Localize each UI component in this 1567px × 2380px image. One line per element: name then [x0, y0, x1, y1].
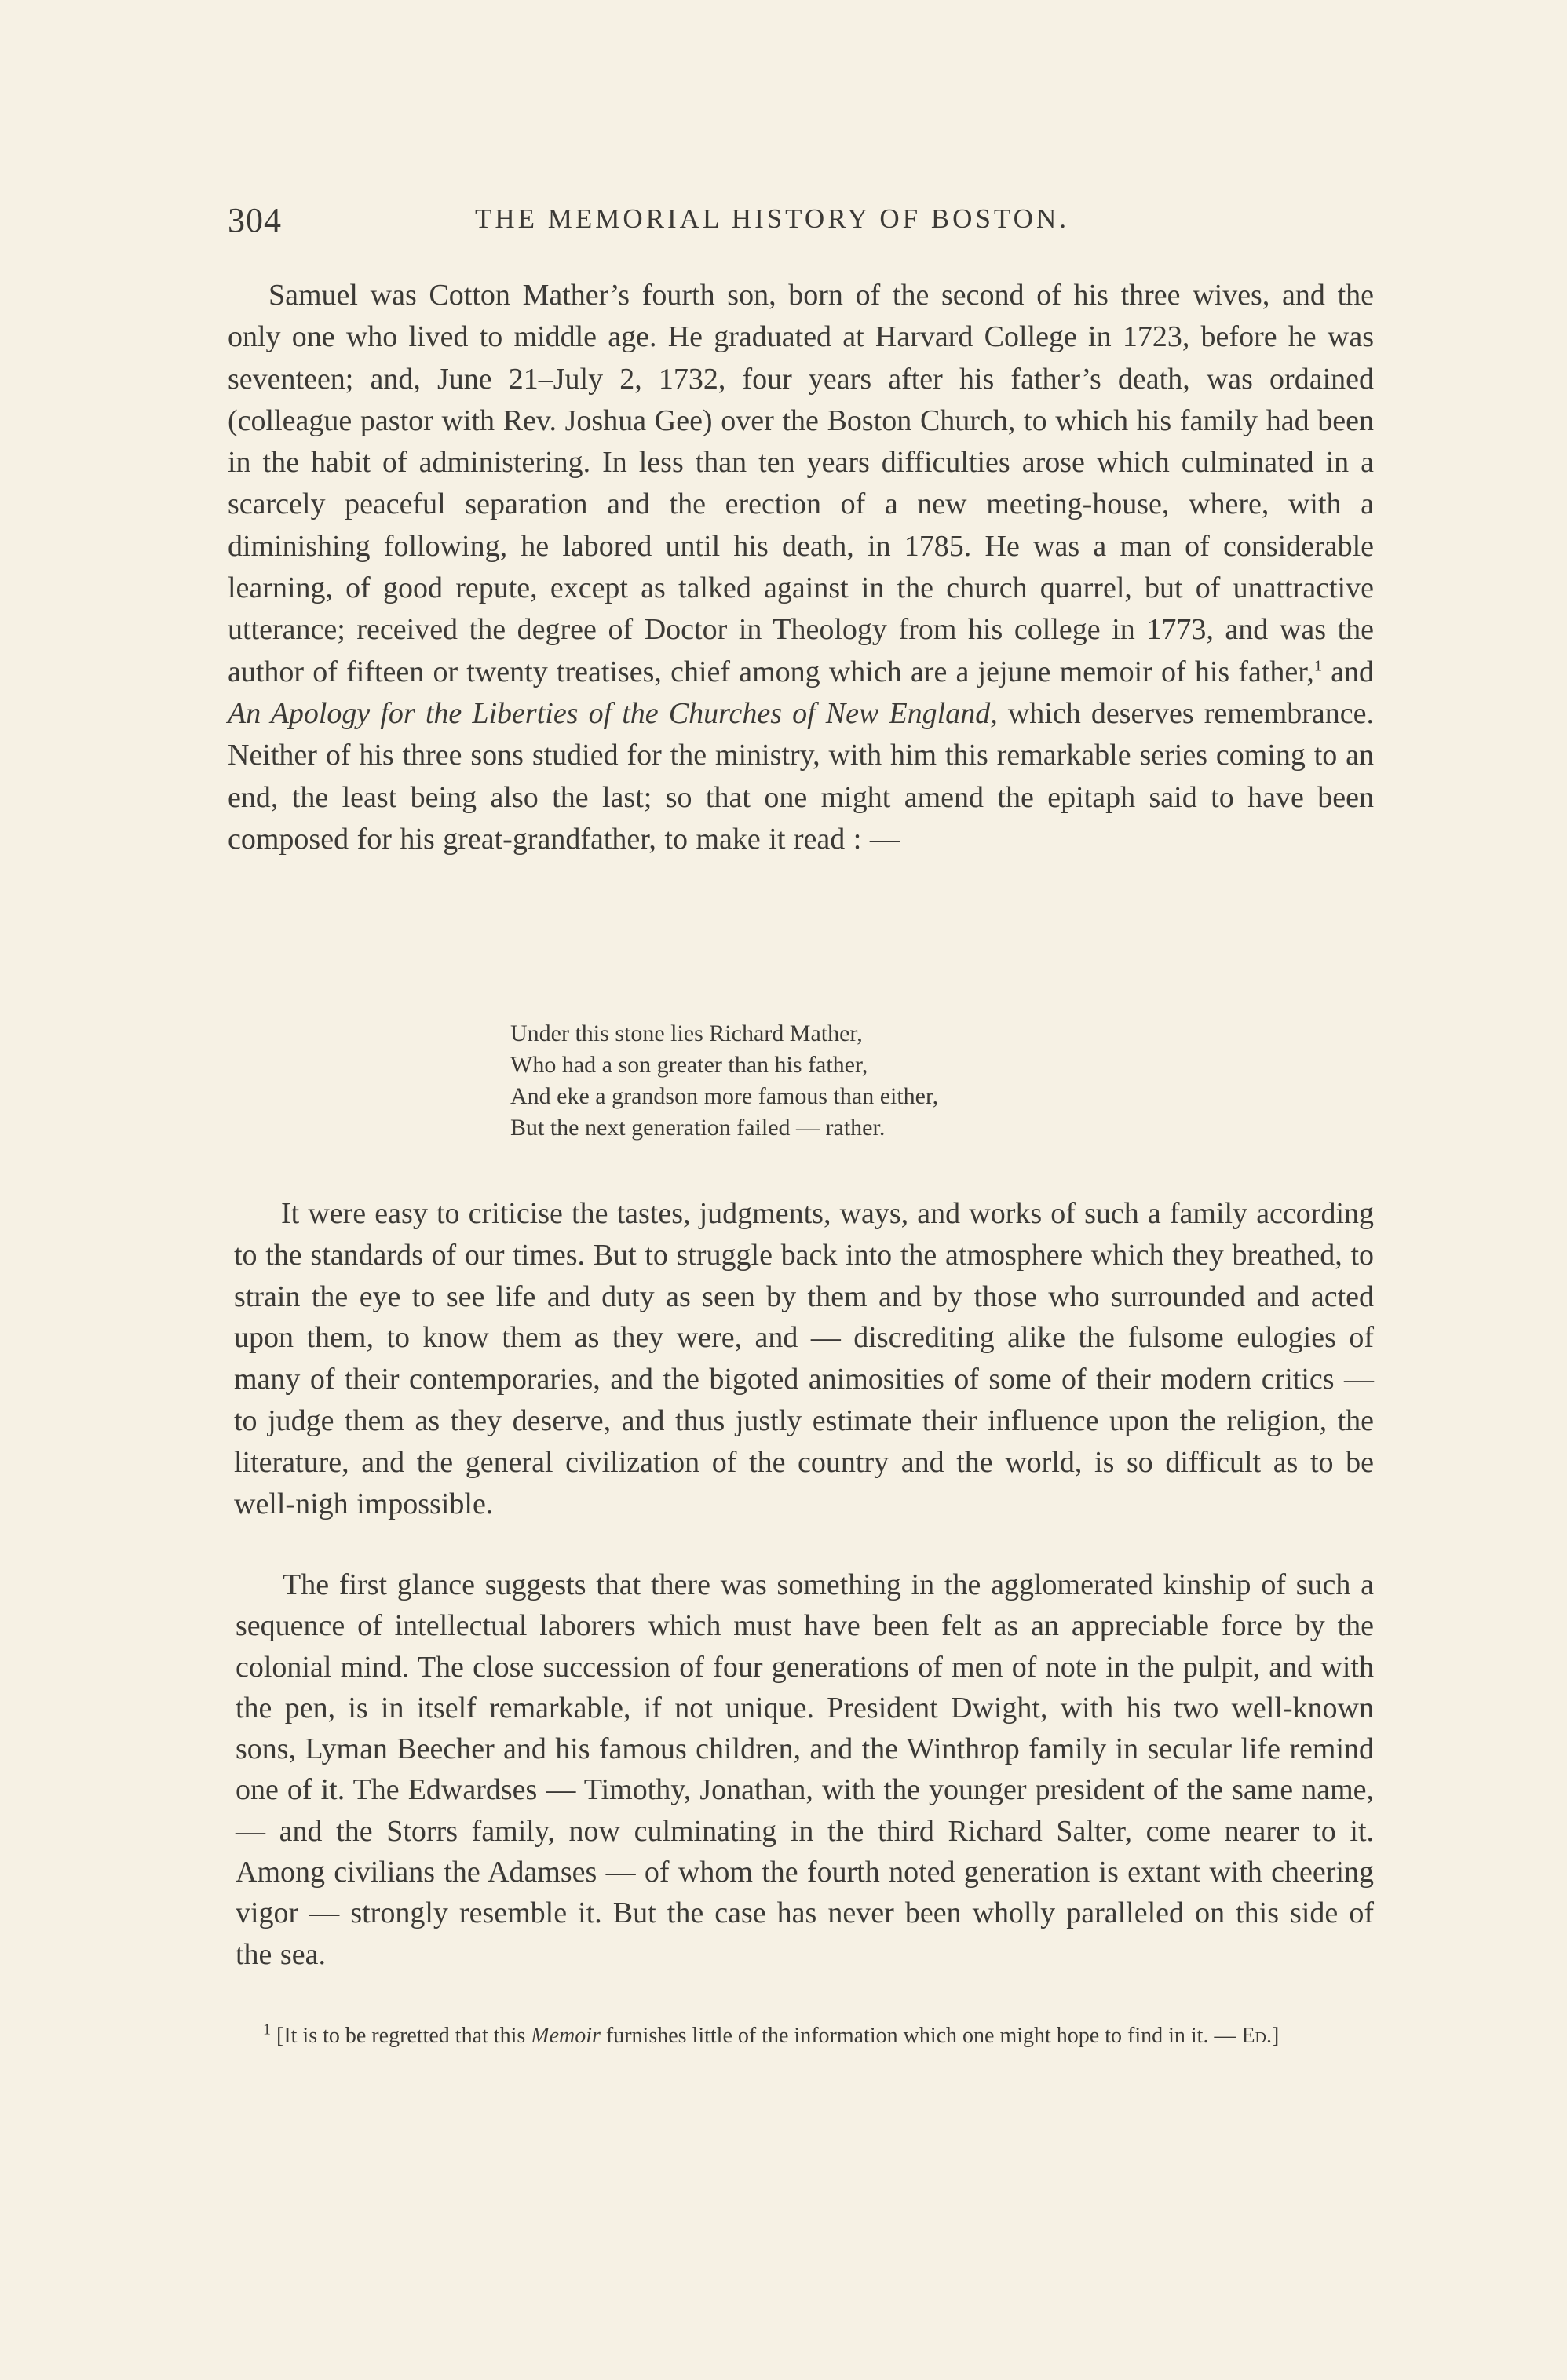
page-number: 304 — [228, 201, 282, 239]
paragraph-criticism: It were easy to criticise the tastes, judgments, ways, and works of such a family according to the standards of our times. But to struggle back into the atmosphere which they breathed, to strain the eye to see life and duty as seen by them and by those who surrounded and acted upon them, to know them as they were, and — discrediting alike the fulsome eulogies of many of their contemporaries, and the bigoted animosities of some of their modern critics — to judge them as they deserve, and thus justly estimate their influence upon the religion, the literature, and the general civilization of the country and the world, is so difficult as to be well-nigh impossible. — [234, 1197, 1374, 1520]
verse-line: Under this stone lies Richard Mather, — [510, 1020, 863, 1046]
footnote-text-b: furnishes little of the information which one might hope to find in it. — — [600, 2024, 1242, 2048]
verse-line: And eke a grandson more famous than either, — [510, 1083, 939, 1109]
footnote-italic: Memoir — [531, 2024, 601, 2048]
footnote-text-a: [It is to be regretted that this — [271, 2024, 531, 2048]
verse-line: But the next generation failed — rather. — [510, 1115, 886, 1141]
book-title-italic: An Apology for the Liberties of the Churches of New England, — [228, 696, 998, 730]
footnote-text-c: ] — [1272, 2024, 1280, 2048]
paragraph-samuel-mather — [228, 275, 1374, 860]
page-header — [228, 200, 1374, 255]
verse-line: Who had a son greater than his father, — [510, 1052, 868, 1078]
paragraph1-text-a: Samuel was Cotton Mather’s fourth son, born of the second of his three wives, and the only one who lived to middle age. He graduated at Harvard College in 1723, before he was seventeen; and, June 21–July 2, 1732, four years after his father’s death, was ordained (colleague pastor with Rev. Joshua Gee) over the Boston Church, to which his family had been in the habit of administering. In less than ten years difficulties arose which culminated in a scarcely peaceful separation and the erection of a new meeting-house, where, with a diminishing following, he labored until his death, in 1785. He was a man of considerable learning, of good repute, except as talked against in the church quarrel, but of unattractive utterance; received the degree of Doctor in Theology from his college in 1773, and was the author of fifteen or twenty treatises, chief among which are a jejune memoir of his father, — [228, 279, 1374, 688]
paragraph-generations: The first glance suggests that there was something in the agglomerated kinship of such a sequence of intellectual laborers which must have been felt as an appreciable force by the colonial mind. The close succession of four generations of men of note in the pulpit, and with the pen, is in itself remarkable, if not unique. President Dwight, with his two well-known sons, Lyman Beecher and his famous children, and the Winthrop family in secular life remind one of it. The Edwardses — Timothy, Jonathan, with the younger president of the same name, — and the Storrs family, now culminating in the third Richard Salter, come nearer to it. Among civilians the Adamses — of whom the fourth noted generation is extant with cheering vigor — strongly resemble it. But the case has never been wholly paralleled on this side of the sea. — [236, 1568, 1374, 1971]
footnote — [239, 2021, 1370, 2051]
epitaph-verse — [510, 1018, 1138, 1144]
footnote-reference: 1 — [1313, 657, 1322, 675]
footnote-mark: 1 — [263, 2020, 271, 2039]
editor-signature: Ed. — [1241, 2024, 1272, 2048]
paragraph1-text-c: which deserves remembrance. Neither of his three sons studied for the ministry, with him this remarkable series coming to an end, the least being also the last; so that one might amend the epitaph said to have been composed for his great-grandfather, to make it read : — — [228, 696, 1375, 856]
running-head: THE MEMORIAL HISTORY OF BOSTON. — [475, 203, 1069, 234]
paragraph1-text-b: and — [1321, 655, 1374, 688]
